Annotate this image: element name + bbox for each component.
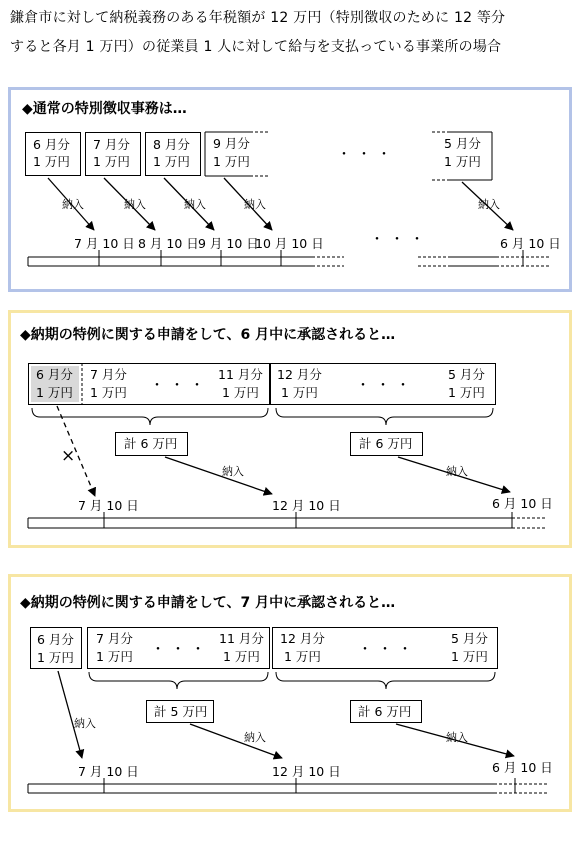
ellipsis: ・・・ bbox=[337, 147, 397, 163]
amount-label-nov: 1 万円 bbox=[223, 649, 260, 664]
pay-label: 納入 bbox=[244, 731, 266, 744]
month-label: 6 月分 bbox=[37, 632, 74, 647]
pay-label: 納入 bbox=[74, 717, 96, 730]
month-label-nov: 11 月分 bbox=[219, 631, 264, 646]
month-label-dec: 12 月分 bbox=[280, 631, 325, 646]
amount-label-dec: 1 万円 bbox=[281, 385, 318, 400]
amount-label-may: 1 万円 bbox=[451, 649, 488, 664]
month-label-sep: 9 月分 bbox=[213, 136, 250, 151]
date-label: 12 月 10 日 bbox=[272, 764, 341, 779]
sep-open-box bbox=[205, 132, 268, 176]
panel3-title: ◆納期の特例に関する申請をして、7 月中に承認されると… bbox=[20, 595, 396, 611]
pay-arrows-panel2 bbox=[165, 457, 510, 494]
pay-label: 納入 bbox=[62, 198, 84, 211]
amount-label-may: 1 万円 bbox=[444, 154, 481, 169]
date-label: 6 月 10 日 bbox=[492, 760, 553, 775]
month-label-nov: 11 月分 bbox=[218, 367, 263, 382]
amount-label: 1 万円 bbox=[93, 154, 130, 169]
sum-label: 計 5 万円 bbox=[154, 704, 208, 719]
amount-label: 1 万円 bbox=[153, 154, 190, 169]
ellipsis: ・・・ bbox=[356, 378, 416, 394]
date-label: 6 月 10 日 bbox=[500, 236, 561, 251]
month-label-jun: 6 月分 bbox=[36, 367, 73, 382]
month-label-dec: 12 月分 bbox=[277, 367, 322, 382]
date-label: 10 月 10 日 bbox=[255, 236, 324, 251]
ellipsis: ・・・ bbox=[370, 232, 430, 248]
month-label-may: 5 月分 bbox=[444, 136, 481, 151]
timeline-panel2 bbox=[28, 512, 546, 528]
ellipsis: ・・・ bbox=[150, 378, 210, 394]
month-label-may: 5 月分 bbox=[448, 367, 485, 382]
intro-line-1: 鎌倉市に対して納税義務のある年税額が 12 万円（特別徴収のために 12 等分 bbox=[10, 10, 506, 26]
amount-label: 1 万円 bbox=[37, 650, 74, 665]
pay-label: 納入 bbox=[446, 465, 468, 478]
month-label: 8 月分 bbox=[153, 137, 190, 152]
amount-label-jul: 1 万円 bbox=[90, 385, 127, 400]
crossed-arrow bbox=[57, 406, 95, 496]
sum-label: 計 6 万円 bbox=[124, 436, 178, 451]
braces-panel2 bbox=[32, 408, 493, 425]
sum-label: 計 6 万円 bbox=[359, 436, 413, 451]
may-open-box bbox=[432, 132, 492, 180]
pay-label: 納入 bbox=[124, 198, 146, 211]
pay-label: 納入 bbox=[446, 731, 468, 744]
month-label-jul: 7 月分 bbox=[96, 631, 133, 646]
pay-arrows-panel3 bbox=[58, 671, 514, 758]
sum-label: 計 6 万円 bbox=[358, 704, 412, 719]
month-label: 6 月分 bbox=[33, 137, 70, 152]
date-label: 7 月 10 日 bbox=[78, 498, 139, 513]
cross-mark: × bbox=[61, 446, 76, 466]
pay-label: 納入 bbox=[478, 198, 500, 211]
pay-label: 納入 bbox=[222, 465, 244, 478]
date-label: 7 月 10 日 bbox=[78, 764, 139, 779]
pay-label: 納入 bbox=[184, 198, 206, 211]
ellipsis: ・・・ bbox=[358, 642, 418, 658]
amount-label-may: 1 万円 bbox=[448, 385, 485, 400]
braces-panel3 bbox=[89, 672, 495, 689]
ellipsis: ・・・ bbox=[151, 642, 211, 658]
amount-label: 1 万円 bbox=[33, 154, 70, 169]
intro-line-2: すると各月 1 万円）の従業員 1 人に対して給与を支払っている事業所の場合 bbox=[10, 39, 502, 55]
month-label: 7 月分 bbox=[93, 137, 130, 152]
pay-arrows-panel1 bbox=[48, 178, 513, 230]
amount-label-jun: 1 万円 bbox=[36, 385, 73, 400]
amount-label-dec: 1 万円 bbox=[284, 649, 321, 664]
date-label: 6 月 10 日 bbox=[492, 496, 553, 511]
date-label: 7 月 10 日 bbox=[74, 236, 135, 251]
month-label-jul: 7 月分 bbox=[90, 367, 127, 382]
amount-label-sep: 1 万円 bbox=[213, 154, 250, 169]
date-label: 9 月 10 日 bbox=[198, 236, 259, 251]
timeline-panel1 bbox=[28, 250, 550, 266]
date-label: 8 月 10 日 bbox=[138, 236, 199, 251]
panel2-title: ◆納期の特例に関する申請をして、6 月中に承認されると… bbox=[20, 327, 396, 343]
timeline-panel3 bbox=[28, 778, 548, 793]
month-label-may: 5 月分 bbox=[451, 631, 488, 646]
pay-label: 納入 bbox=[244, 198, 266, 211]
amount-label-jul: 1 万円 bbox=[96, 649, 133, 664]
panel1-title: ◆通常の特別徴収事務は… bbox=[22, 101, 187, 117]
date-label: 12 月 10 日 bbox=[272, 498, 341, 513]
amount-label-nov: 1 万円 bbox=[222, 385, 259, 400]
